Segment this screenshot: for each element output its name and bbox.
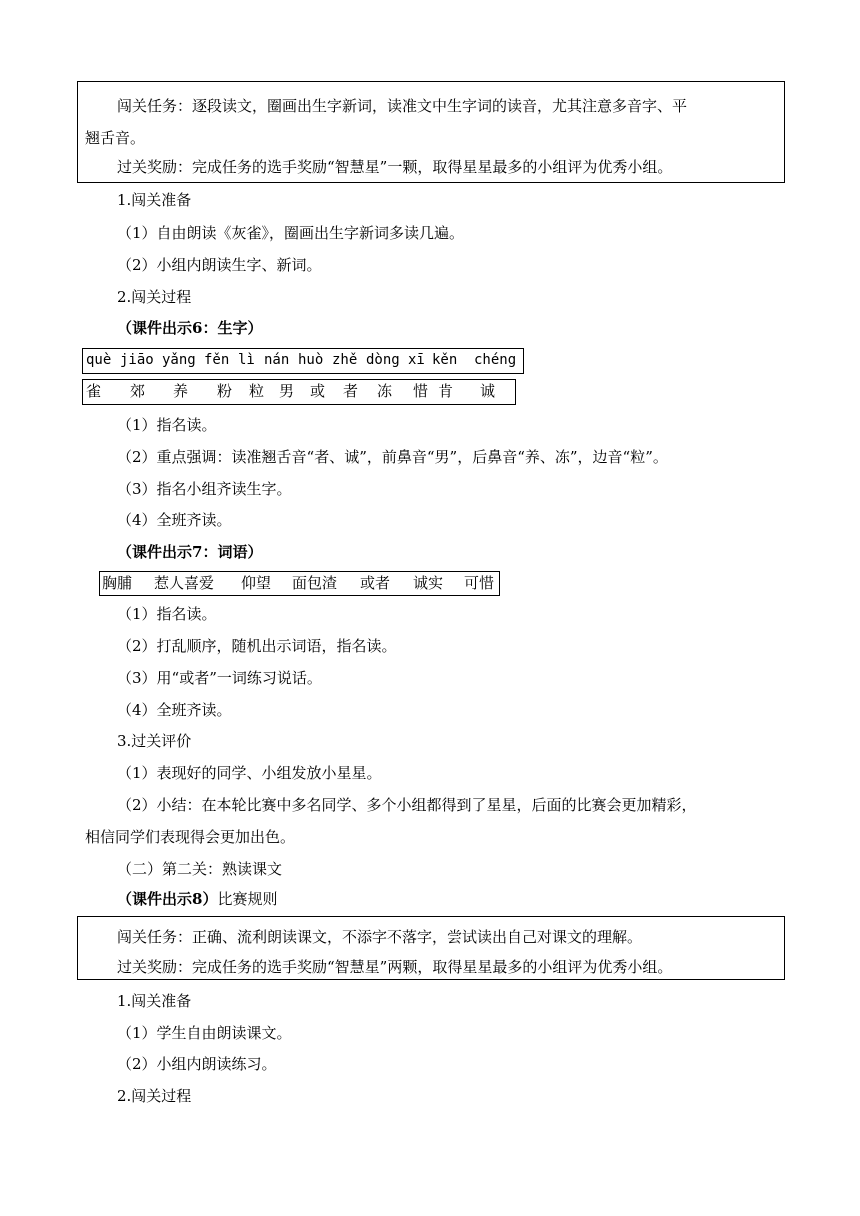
char-item: 惜 [413, 382, 429, 400]
word-item: 面包渣 [292, 574, 338, 592]
char-item: 冻 [377, 382, 393, 400]
char-item: 粉 [217, 382, 233, 400]
task-line-2: 翘舌音。 [85, 129, 146, 147]
section2-prep-item-2: （2）小组内朗读练习。 [117, 1055, 277, 1073]
char-item: 或 [310, 382, 326, 400]
pinyin-item: jiāo [120, 352, 154, 368]
pinyin-item: huò [298, 352, 324, 368]
slide7-item-3: （3）用“或者”一词练习说话。 [117, 669, 322, 687]
word-item: 惹人喜爱 [154, 574, 215, 592]
slide6-label: （课件出示6：生字） [117, 319, 263, 337]
slide6-item-4: （4）全班齐读。 [117, 511, 232, 529]
pinyin-item: xī [408, 352, 425, 368]
pinyin-item: yǎng [162, 352, 196, 368]
pinyin-item: zhě [332, 352, 358, 368]
section2-prep-item-1: （1）学生自由朗读课文。 [117, 1024, 292, 1042]
slide8-label: （课件出示8） [117, 890, 218, 908]
slide6-item-3: （3）指名小组齐读生字。 [117, 480, 292, 498]
word-item: 诚实 [413, 574, 444, 592]
prep-item-1: （1）自由朗读《灰雀》，圈画出生字新词多读几遍。 [117, 224, 465, 242]
pinyin-item: dòng [366, 352, 400, 368]
prep-item-2: （2）小组内朗读生字、新词。 [117, 256, 322, 274]
slide7-item-1: （1）指名读。 [117, 605, 217, 623]
eval-item-2-line-1: （2）小结：在本轮比赛中多名同学、多个小组都得到了星星，后面的比赛会更加精彩， [117, 796, 697, 814]
reward-line: 过关奖励：完成任务的选手奖励“智慧星”一颗，取得星星最多的小组评为优秀小组。 [117, 158, 673, 176]
pinyin-item: kěn [432, 352, 458, 368]
eval-item-2-line-2: 相信同学们表现得会更加出色。 [85, 828, 296, 846]
chars-row [86, 380, 516, 404]
pinyin-row [86, 349, 526, 373]
section2-process-heading: 2.闯关过程 [117, 1087, 192, 1105]
words-row [102, 572, 498, 595]
pinyin-item: nán [264, 352, 290, 368]
char-item: 男 [279, 382, 295, 400]
pinyin-item: què [86, 352, 112, 368]
char-item: 肯 [438, 382, 454, 400]
char-item: 雀 [86, 382, 102, 400]
char-item: 诚 [480, 382, 496, 400]
section2-prep-heading: 1.闯关准备 [117, 992, 192, 1010]
char-item: 养 [173, 382, 189, 400]
pinyin-item: fěn [204, 352, 230, 368]
slide8-line [117, 888, 277, 910]
word-item: 或者 [360, 574, 391, 592]
pinyin-item: chéng [474, 352, 517, 368]
prep-heading: 1.闯关准备 [117, 191, 192, 209]
slide6-item-1: （1）指名读。 [117, 416, 217, 434]
process-heading: 2.闯关过程 [117, 288, 192, 306]
char-item: 郊 [130, 382, 146, 400]
char-item: 者 [343, 382, 359, 400]
word-item: 可惜 [464, 574, 495, 592]
char-item: 粒 [249, 382, 265, 400]
slide6-item-2: （2）重点强调：读准翘舌音“者、诚”，前鼻音“男”，后鼻音“养、冻”，边音“粒”。 [117, 448, 668, 466]
eval-item-1: （1）表现好的同学、小组发放小星星。 [117, 764, 382, 782]
slide7-label: （课件出示7：词语） [117, 543, 263, 561]
slide7-item-4: （4）全班齐读。 [117, 701, 232, 719]
section2-heading: （二）第二关：熟读课文 [117, 860, 283, 878]
task-line-1: 闯关任务：逐段读文，圈画出生字新词，读准文中生字词的读音，尤其注意多音字、平 [117, 97, 688, 115]
slide8-suffix: 比赛规则 [217, 890, 278, 908]
eval-heading: 3.过关评价 [117, 732, 192, 750]
word-item: 胸脯 [102, 574, 133, 592]
pinyin-item: lì [238, 352, 255, 368]
task-line-level2: 闯关任务：正确、流利朗读课文，不添字不落字，尝试读出自己对课文的理解。 [117, 928, 643, 946]
reward-line-level2: 过关奖励：完成任务的选手奖励“智慧星”两颗，取得星星最多的小组评为优秀小组。 [117, 958, 673, 976]
slide7-item-2: （2）打乱顺序，随机出示词语，指名读。 [117, 637, 397, 655]
word-item: 仰望 [241, 574, 272, 592]
